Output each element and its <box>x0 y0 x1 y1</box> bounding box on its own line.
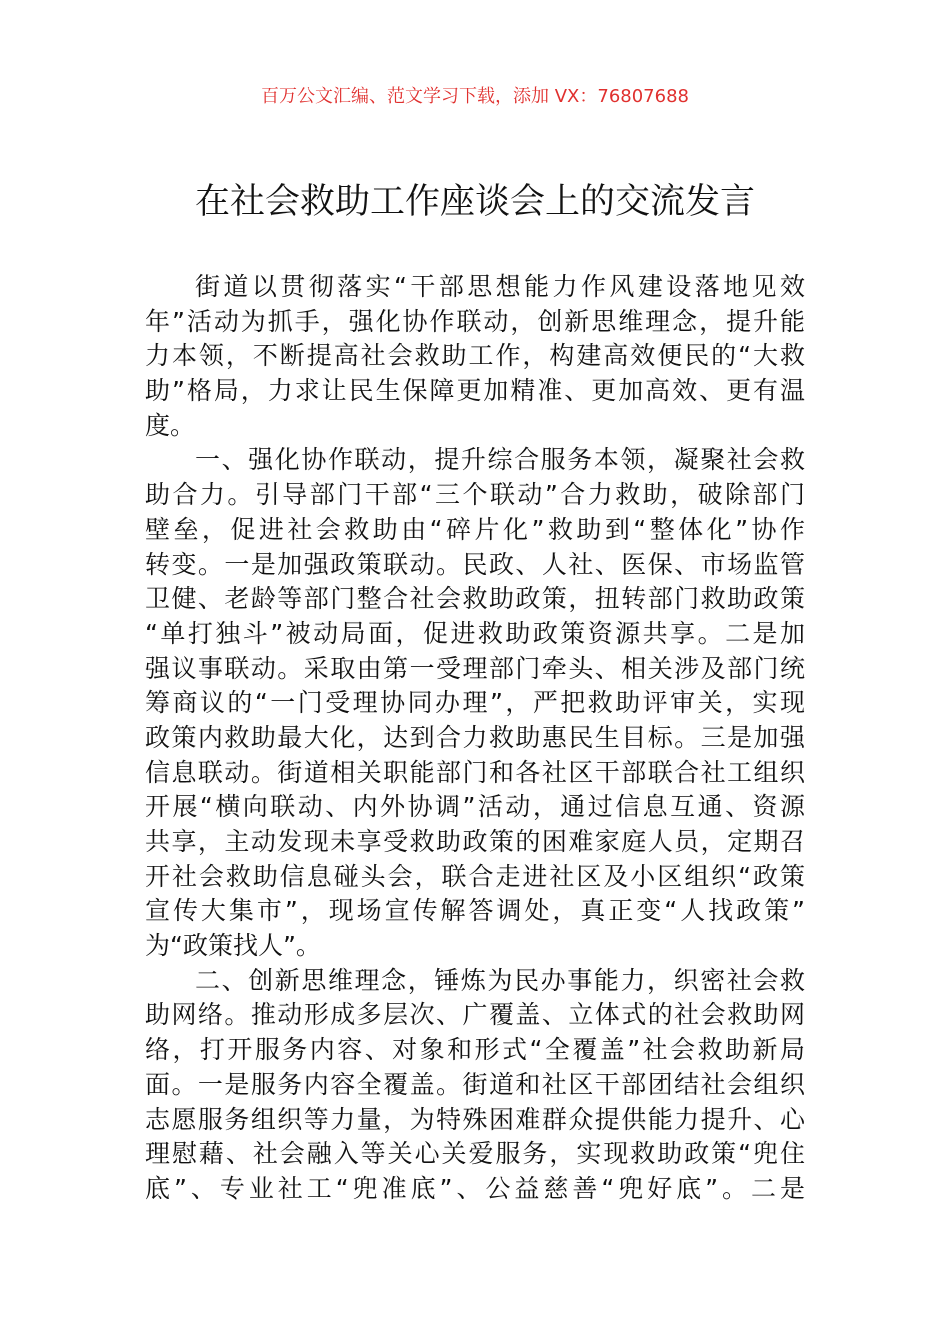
paragraph-line: 度。 <box>145 410 196 440</box>
paragraph-line: 理慰藉、社会融入等关心关爱服务，实现救助政策“兜住 <box>145 1139 805 1169</box>
paragraph-line: 政策内救助最大化，达到合力救助惠民生目标。三是加强 <box>145 722 805 752</box>
paragraph-line: 助网络。推动形成多层次、广覆盖、立体式的社会救助网 <box>145 1000 805 1030</box>
paragraph-line: 信息联动。街道相关职能部门和各社区干部联合社工组织 <box>145 757 805 787</box>
paragraph-line: 助合力。引导部门干部“三个联动”合力救助，破除部门 <box>145 480 805 510</box>
paragraph-line: 强议事联动。采取由第一受理部门牵头、相关涉及部门统 <box>145 653 805 683</box>
paragraph-line: 助”格局，力求让民生保障更加精准、更加高效、更有温 <box>145 376 805 406</box>
paragraph-line: 宣传大集市”，现场宣传解答调处，真正变“人找政策” <box>145 896 805 926</box>
paragraph-line: 卫健、老龄等部门整合社会救助政策，扭转部门救助政策 <box>145 584 805 614</box>
paragraph-line: 为“政策找人”。 <box>145 931 321 961</box>
page-title: 在社会救助工作座谈会上的交流发言 <box>194 182 755 222</box>
paragraph-line: 壁垒，促进社会救助由“碎片化”救助到“整体化”协作 <box>145 514 805 544</box>
paragraph-line: 络，打开服务内容、对象和形式“全覆盖”社会救助新局 <box>145 1035 805 1065</box>
paragraph-line: “单打独斗”被动局面，促进救助政策资源共享。二是加 <box>145 618 805 648</box>
watermark-header: 百万公文汇编、范文学习下载，添加 VX：76807688 <box>261 86 689 107</box>
document-body <box>145 270 805 1207</box>
paragraph-line: 开展“横向联动、内外协调”活动，通过信息互通、资源 <box>145 792 805 822</box>
paragraph-line: 年”活动为抓手，强化协作联动，创新思维理念，提升能 <box>145 306 805 336</box>
paragraph-line: 街道以贯彻落实“干部思想能力作风建设落地见效 <box>195 272 805 301</box>
paragraph-line: 开社会救助信息碰头会，联合走进社区及小区组织“政策 <box>145 861 805 891</box>
paragraph-line: 力本领，不断提高社会救助工作，构建高效便民的“大救 <box>145 341 805 371</box>
paragraph-line: 底”、专业社工“兜准底”、公益慈善“兜好底”。二是 <box>145 1173 805 1203</box>
section-heading-line: 二、创新思维理念，锤炼为民办事能力，织密社会救 <box>195 965 805 995</box>
paragraph-line: 面。一是服务内容全覆盖。街道和社区干部团结社会组织 <box>145 1069 805 1099</box>
paragraph-line: 转变。一是加强政策联动。民政、人社、医保、市场监管 <box>145 549 805 579</box>
paragraph-line: 志愿服务组织等力量，为特殊困难群众提供能力提升、心 <box>145 1104 805 1134</box>
paragraph-line: 共享，主动发现未享受救助政策的困难家庭人员，定期召 <box>145 827 805 856</box>
section-heading-line: 一、强化协作联动，提升综合服务本领，凝聚社会救 <box>195 445 805 475</box>
paragraph-line: 筹商议的“一门受理协同办理”，严把救助评审关，实现 <box>145 688 805 718</box>
